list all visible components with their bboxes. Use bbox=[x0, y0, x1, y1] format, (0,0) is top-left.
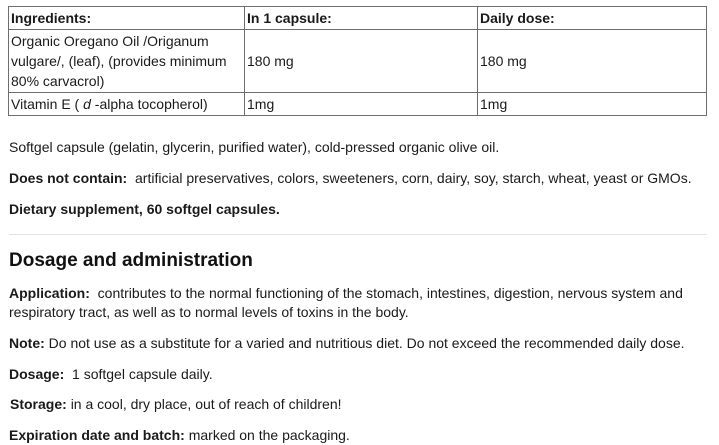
header-daily-dose: Daily dose: bbox=[478, 7, 707, 30]
expiration-label: Expiration date and batch: bbox=[9, 427, 185, 443]
header-ingredients: Ingredients: bbox=[9, 7, 245, 30]
note-text: Do not use as a substitute for a varied and nutritious diet. Do not exceed the recommended daily dose. bbox=[48, 335, 685, 351]
supplement-text: Dietary supplement, 60 softgel capsules. bbox=[9, 201, 280, 217]
ingredient-prefix: Vitamin E ( bbox=[11, 96, 80, 112]
note-label: Note: bbox=[9, 335, 45, 351]
storage-text: in a cool, dry place, out of reach of children! bbox=[70, 396, 342, 412]
does-not-contain-text: artificial preservatives, colors, sweeteners, corn, dairy, soy, starch, wheat, yeast or GMOs. bbox=[135, 170, 692, 186]
application-label: Application: bbox=[9, 285, 90, 301]
table-row bbox=[9, 93, 707, 116]
header-per-capsule: In 1 capsule: bbox=[245, 7, 478, 30]
expiration-paragraph bbox=[9, 426, 350, 445]
daily-dose-cell: 180 mg bbox=[478, 30, 707, 93]
section-divider bbox=[9, 234, 707, 235]
capsule-composition: Softgel capsule (gelatin, glycerin, purified water), cold-pressed organic olive oil. bbox=[9, 139, 500, 155]
table-row bbox=[9, 30, 707, 93]
expiration-text: marked on the packaging. bbox=[188, 427, 350, 443]
ingredient-suffix: -alpha tocopherol) bbox=[94, 96, 208, 112]
ingredient-cell bbox=[9, 93, 245, 116]
table-header-row bbox=[9, 7, 707, 30]
daily-dose-cell: 1mg bbox=[478, 93, 707, 116]
per-capsule-cell: 180 mg bbox=[245, 30, 478, 93]
dosage-paragraph bbox=[9, 365, 213, 384]
dosage-label: Dosage: bbox=[9, 366, 65, 382]
dosage-text: 1 softgel capsule daily. bbox=[72, 366, 213, 382]
ingredient-line: 80% carvacrol) bbox=[11, 73, 105, 89]
ingredient-line: vulgare/, (leaf), (provides minimum bbox=[11, 53, 227, 69]
does-not-contain bbox=[9, 169, 692, 188]
ingredient-cell bbox=[9, 30, 245, 93]
application-text: contributes to the normal functioning of the stomach, intestines, digestion, nervous system and respiratory tract, as well as to normal levels of toxins in the body. bbox=[9, 285, 683, 320]
ingredient-italic: d bbox=[83, 96, 91, 112]
dosage-heading: Dosage and administration bbox=[9, 250, 253, 271]
does-not-contain-label: Does not contain: bbox=[9, 170, 128, 186]
ingredients-table bbox=[8, 6, 707, 116]
per-capsule-cell: 1mg bbox=[245, 93, 478, 116]
application-paragraph bbox=[9, 284, 699, 322]
supplement-info bbox=[9, 200, 280, 219]
storage-label: Storage: bbox=[10, 396, 67, 412]
ingredient-line: Organic Oregano Oil /Origanum bbox=[11, 33, 209, 49]
note-paragraph bbox=[9, 334, 685, 353]
storage-paragraph bbox=[10, 395, 342, 414]
